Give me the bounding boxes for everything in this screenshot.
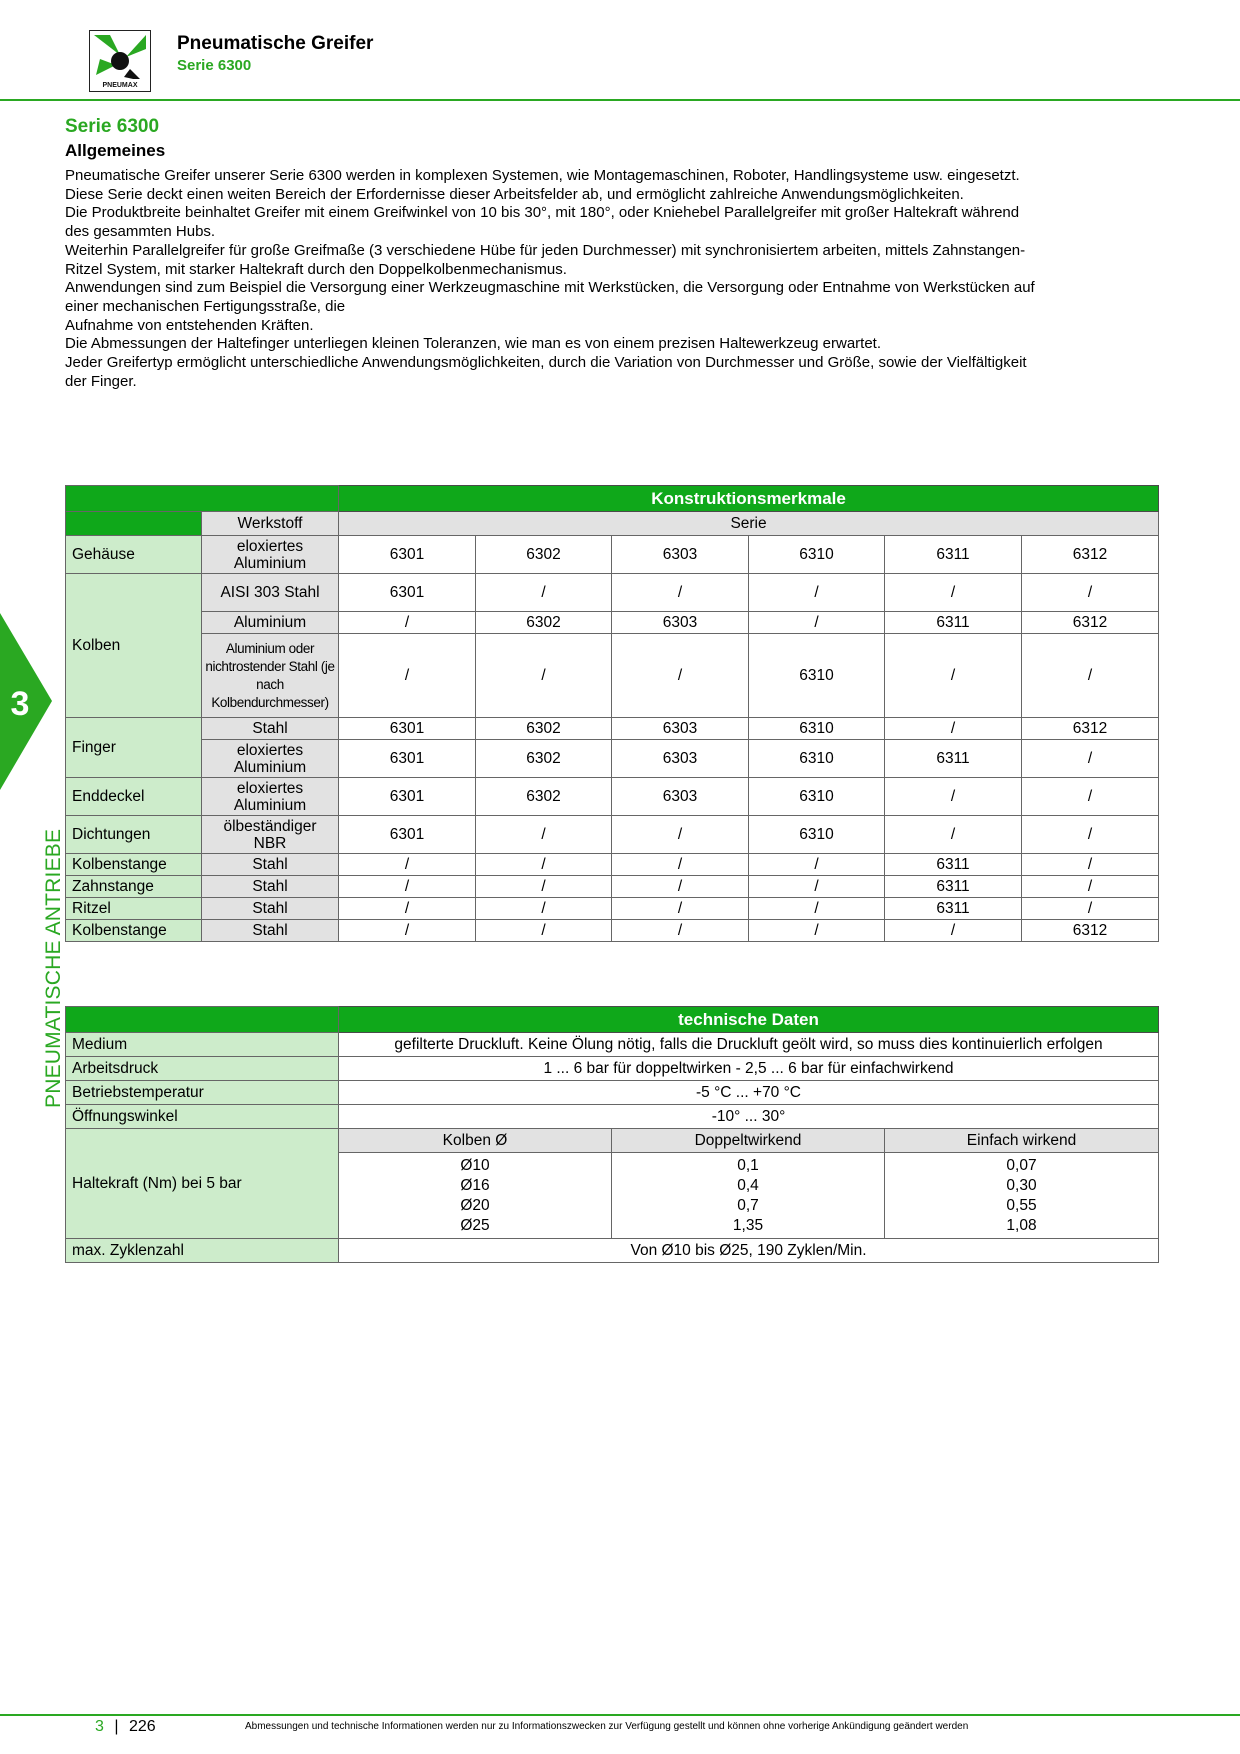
series-cell: /	[1022, 740, 1159, 778]
series-cell: /	[1022, 876, 1159, 898]
param-label: Öffnungswinkel	[66, 1105, 339, 1129]
header-subtitle: Serie 6300	[177, 57, 252, 74]
construction-table	[65, 485, 1159, 942]
material-cell: Stahl	[202, 718, 339, 740]
series-cell: 6310	[749, 816, 885, 854]
footer-chapter: 3	[95, 1718, 104, 1735]
force-value: 0,1	[737, 1156, 759, 1174]
component-label: Gehäuse	[66, 536, 202, 574]
series-cell: /	[1022, 854, 1159, 876]
series-cell: 6302	[476, 612, 612, 634]
series-cell: /	[476, 920, 612, 942]
page-number	[95, 1718, 156, 1736]
material-cell: eloxiertes Aluminium	[202, 536, 339, 574]
series-cell: /	[612, 854, 749, 876]
series-cell: /	[885, 920, 1022, 942]
intro-line: Ritzel System, mit starker Haltekraft durch den Doppelkolbenmechanismus.	[65, 260, 567, 278]
table-row	[66, 740, 1159, 778]
header-title: Pneumatische Greifer	[177, 33, 374, 54]
material-cell: AISI 303 Stahl	[202, 574, 339, 612]
force-value: Ø10	[460, 1156, 490, 1174]
pneumax-logo	[89, 30, 151, 92]
intro-line: Die Abmessungen der Haltefinger unterliegen kleinen Toleranzen, wie man es von einem prezisen Haltewerkzeug erwartet.	[65, 335, 882, 353]
intro-line: Weiterhin Parallelgreifer für große Greifmaße (3 verschiedene Hübe für jeden Durchmesser) mit synchronisiertem arbeiten, mittels Zahnstangen-	[65, 241, 1026, 259]
section-subtitle: Allgemeines	[65, 141, 166, 160]
series-header: Serie	[339, 512, 1159, 536]
material-cell: Aluminium oder nichtrostender Stahl (je nach Kolbendurchmesser)	[202, 634, 339, 718]
series-cell: /	[1022, 816, 1159, 854]
series-cell: 6312	[1022, 718, 1159, 740]
table-row	[66, 536, 1159, 574]
series-cell: /	[885, 634, 1022, 718]
svg-text:3: 3	[10, 685, 30, 723]
series-cell: /	[612, 816, 749, 854]
force-column	[885, 1153, 1159, 1239]
series-cell: 6311	[885, 854, 1022, 876]
series-cell: /	[1022, 778, 1159, 816]
series-cell: /	[339, 854, 476, 876]
intro-line: Anwendungen sind zum Beispiel die Versorgung einer Werkzeugmaschine mit Werkstücken, die Versorgung oder Entnahme von Werkstücken auf	[65, 279, 1035, 297]
table-banner-row	[66, 1007, 1159, 1033]
force-value: 0,30	[1006, 1176, 1037, 1194]
series-cell: 6301	[339, 740, 476, 778]
series-cell: 6311	[885, 740, 1022, 778]
table-row	[66, 1057, 1159, 1081]
material-cell: Stahl	[202, 854, 339, 876]
intro-line: Aufnahme von entstehenden Kräften.	[65, 316, 314, 334]
table-banner-row	[66, 486, 1159, 512]
table-title: technische Daten	[339, 1007, 1159, 1033]
series-cell: 6303	[612, 612, 749, 634]
table-row	[66, 920, 1159, 942]
material-cell: Stahl	[202, 920, 339, 942]
table-header-row	[66, 512, 1159, 536]
series-cell: 6310	[749, 634, 885, 718]
param-value: 1 ... 6 bar für doppeltwirken - 2,5 ... 6 bar für einfachwirkend	[339, 1057, 1159, 1081]
material-cell: Stahl	[202, 898, 339, 920]
intro-line: einer mechanischen Fertigungsstraße, die	[65, 297, 346, 315]
series-cell: /	[476, 816, 612, 854]
table-corner	[66, 486, 339, 512]
series-cell: /	[612, 920, 749, 942]
table-row	[66, 634, 1159, 718]
table-row	[66, 1105, 1159, 1129]
chapter-tab	[0, 613, 62, 790]
series-cell: 6311	[885, 536, 1022, 574]
force-column	[612, 1153, 885, 1239]
param-label: Betriebstemperatur	[66, 1081, 339, 1105]
series-cell: /	[476, 898, 612, 920]
param-label: Haltekraft (Nm) bei 5 bar	[66, 1129, 339, 1239]
series-cell: /	[339, 634, 476, 718]
series-cell: /	[1022, 898, 1159, 920]
series-cell: /	[749, 854, 885, 876]
force-value: 0,4	[737, 1176, 759, 1194]
material-header: Werkstoff	[202, 512, 339, 536]
series-cell: 6301	[339, 718, 476, 740]
series-cell: /	[476, 876, 612, 898]
component-label: Ritzel	[66, 898, 202, 920]
param-value: -5 °C ... +70 °C	[339, 1081, 1159, 1105]
series-cell: /	[1022, 574, 1159, 612]
table-row	[66, 816, 1159, 854]
table-row	[66, 778, 1159, 816]
footer-divider	[0, 1714, 1240, 1716]
svg-text:PNEUMAX: PNEUMAX	[102, 82, 138, 89]
series-cell: 6311	[885, 898, 1022, 920]
table-row	[66, 1239, 1159, 1263]
series-cell: 6303	[612, 718, 749, 740]
series-cell: /	[612, 574, 749, 612]
series-cell: 6301	[339, 778, 476, 816]
table-row	[66, 718, 1159, 740]
force-value: Ø20	[460, 1196, 490, 1214]
series-cell: 6303	[612, 536, 749, 574]
footer-note: Abmessungen und technische Informationen werden nur zu Informationszwecken zur Verfügung gestellt und können ohne vorherige Ankündigung geändert werden	[245, 1721, 969, 1732]
component-label: Kolbenstange	[66, 854, 202, 876]
series-cell: /	[612, 634, 749, 718]
series-cell: /	[885, 778, 1022, 816]
force-value: 1,08	[1006, 1216, 1037, 1234]
table-corner	[66, 1007, 339, 1033]
technical-data-table	[65, 1006, 1159, 1263]
force-value: 0,55	[1006, 1196, 1037, 1214]
force-column	[339, 1153, 612, 1239]
intro-line: Die Produktbreite beinhaltet Greifer mit einem Greifwinkel von 10 bis 30°, mit 180°, oder Kniehebel Parallelgreifer mit großer Haltekraft während	[65, 204, 1020, 222]
material-cell: Aluminium	[202, 612, 339, 634]
series-cell: /	[476, 574, 612, 612]
component-label: Finger	[66, 718, 202, 778]
series-cell: 6311	[885, 876, 1022, 898]
series-cell: /	[885, 718, 1022, 740]
series-cell: 6302	[476, 718, 612, 740]
intro-text	[65, 167, 1175, 391]
param-value: gefilterte Druckluft. Keine Ölung nötig, falls die Druckluft geölt wird, so muss dies kontinuierlich erfolgen	[339, 1033, 1159, 1057]
param-value: -10° ... 30°	[339, 1105, 1159, 1129]
force-value: Ø25	[460, 1216, 490, 1234]
series-cell: /	[612, 898, 749, 920]
table-row	[66, 1129, 1159, 1153]
series-cell: /	[339, 612, 476, 634]
param-label: Medium	[66, 1033, 339, 1057]
series-cell: 6303	[612, 778, 749, 816]
series-cell: /	[749, 898, 885, 920]
material-cell: Stahl	[202, 876, 339, 898]
series-cell: 6303	[612, 740, 749, 778]
param-label: Arbeitsdruck	[66, 1057, 339, 1081]
table-row	[66, 1033, 1159, 1057]
force-value: 0,07	[1006, 1156, 1037, 1174]
param-value: Von Ø10 bis Ø25, 190 Zyklen/Min.	[339, 1239, 1159, 1263]
series-cell: /	[476, 634, 612, 718]
series-cell: 6310	[749, 718, 885, 740]
table-row	[66, 854, 1159, 876]
force-value: 1,35	[732, 1216, 764, 1234]
series-cell: 6312	[1022, 612, 1159, 634]
series-cell: /	[749, 574, 885, 612]
series-cell: /	[476, 854, 612, 876]
force-header: Doppeltwirkend	[612, 1129, 885, 1153]
series-cell: /	[1022, 634, 1159, 718]
series-cell: /	[339, 898, 476, 920]
series-cell: /	[749, 612, 885, 634]
series-cell: 6302	[476, 740, 612, 778]
header-divider	[0, 99, 1240, 101]
component-label: Enddeckel	[66, 778, 202, 816]
intro-line: der Finger.	[65, 372, 137, 390]
force-value: Ø16	[460, 1176, 490, 1194]
section-title: Serie 6300	[65, 116, 160, 137]
table-row	[66, 898, 1159, 920]
intro-line: Jeder Greifertyp ermöglicht unterschiedliche Anwendungsmöglichkeiten, durch die Variation von Durchmesser und Größe, sowie der Vielfältigkeit	[65, 354, 1027, 372]
table-title: Konstruktionsmerkmale	[339, 486, 1159, 512]
table-row	[66, 612, 1159, 634]
series-cell: 6301	[339, 574, 476, 612]
series-cell: 6310	[749, 536, 885, 574]
material-cell: eloxiertes Aluminium	[202, 740, 339, 778]
chapter-label: PNEUMATISCHE ANTRIEBE	[42, 828, 65, 1108]
component-label: Kolbenstange	[66, 920, 202, 942]
series-cell: 6312	[1022, 920, 1159, 942]
series-cell: 6302	[476, 536, 612, 574]
series-cell: 6310	[749, 778, 885, 816]
series-cell: 6301	[339, 536, 476, 574]
table-row	[66, 876, 1159, 898]
component-label: Kolben	[66, 574, 202, 718]
intro-line: Diese Serie deckt einen weiten Bereich der Erfordernisse dieser Arbeitsfelder ab, und ermöglicht zahlreiche Anwendungsmöglichkeiten.	[65, 185, 964, 203]
series-cell: 6311	[885, 612, 1022, 634]
force-header: Kolben Ø	[339, 1129, 612, 1153]
material-cell: eloxiertes Aluminium	[202, 778, 339, 816]
series-cell: 6310	[749, 740, 885, 778]
material-cell: ölbeständiger NBR	[202, 816, 339, 854]
table-row	[66, 1081, 1159, 1105]
series-cell: /	[339, 920, 476, 942]
intro-line: Pneumatische Greifer unserer Serie 6300 werden in komplexen Systemen, wie Montagemaschinen, Roboter, Handlingsysteme usw. eingesetzt.	[65, 167, 1020, 184]
series-cell: /	[612, 876, 749, 898]
footer-page: 226	[128, 1718, 156, 1735]
component-label: Dichtungen	[66, 816, 202, 854]
table-row	[66, 574, 1159, 612]
series-cell: 6301	[339, 816, 476, 854]
intro-line: des gesammten Hubs.	[65, 223, 216, 241]
force-value: 0,7	[737, 1196, 759, 1214]
footer-separator: |	[114, 1718, 119, 1735]
series-cell: /	[749, 876, 885, 898]
series-cell: 6312	[1022, 536, 1159, 574]
series-cell: 6302	[476, 778, 612, 816]
series-cell: /	[885, 574, 1022, 612]
series-cell: /	[885, 816, 1022, 854]
force-header: Einfach wirkend	[885, 1129, 1159, 1153]
series-cell: /	[339, 876, 476, 898]
param-label: max. Zyklenzahl	[66, 1239, 339, 1263]
table-corner-fill	[66, 512, 202, 536]
series-cell: /	[749, 920, 885, 942]
component-label: Zahnstange	[66, 876, 202, 898]
